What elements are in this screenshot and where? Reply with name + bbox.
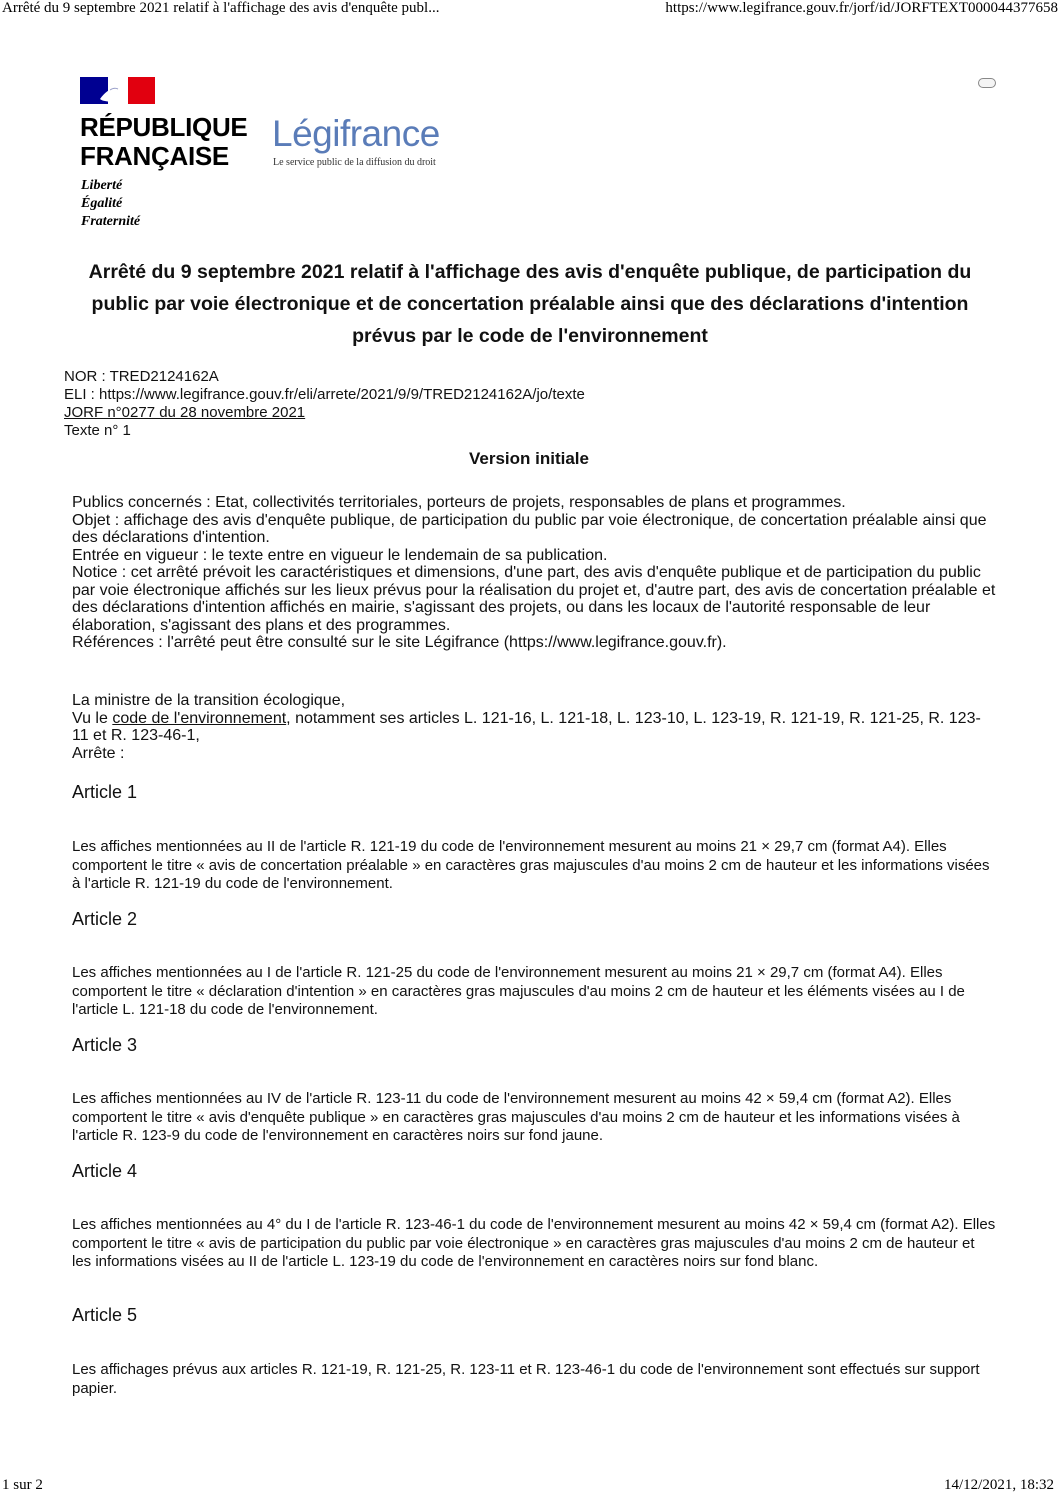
- page-counter: 1 sur 2: [2, 1477, 43, 1493]
- print-header-url: https://www.legifrance.gouv.fr/jorf/id/JORFTEXT000044377658: [665, 0, 1058, 16]
- article-1-heading: Article 1: [72, 782, 138, 802]
- article-2-text: Les affiches mentionnées au I de l'article R. 121-25 du code de l'environnement mesurent au moins 21 × 29,7 cm (format A4). Elles comportent le titre « déclaration d'intention » en caractères gras majuscules d'au moins 2 cm de hauteur et les éléments visées au I de l'article L. 121-18 du code de l'environnement.: [72, 964, 965, 1018]
- arrete-line: Arrête :: [72, 744, 125, 762]
- version-label: Version initiale: [469, 449, 589, 468]
- summary-entree-vigueur: Entrée en vigueur : le texte entre en vigueur le lendemain de sa publication.: [72, 546, 608, 564]
- page-title: Arrêté du 9 septembre 2021 relatif à l'affichage des avis d'enquête publique, de participation du public par voie électronique et de concertation préalable ainsi que des déclarations d'intention prévus par le code de l'environnement: [88, 261, 972, 347]
- summary-publics: Publics concernés : Etat, collectivités territoriales, porteurs de projets, responsables de plans et programmes.: [72, 494, 846, 511]
- preamble: [72, 692, 992, 762]
- summary-notice: [72, 494, 1002, 652]
- code-environnement-link[interactable]: code de l'environnement: [112, 709, 287, 727]
- summary-objet: Objet : affichage des avis d'enquête publique, de participation du public par voie électronique, de concertation préalable ainsi que des déclarations d'intention.: [72, 511, 987, 546]
- article-2-heading: Article 2: [72, 909, 138, 929]
- motto: Liberté Égalité Fraternité: [81, 178, 141, 229]
- legifrance-wordmark: Légifrance: [272, 113, 440, 154]
- article-3-heading: Article 3: [72, 1035, 138, 1055]
- summary-references: Références : l'arrêté peut être consulté sur le site Légifrance (https://www.legifrance.gouv.fr).: [72, 634, 727, 651]
- vu-line: Vu le code de l'environnement, notamment ses articles L. 121-16, L. 121-18, L. 123-10, L. 123-19, R. 121-19, R. 121-25, R. 123-11 et R. 123-46-1,: [72, 709, 981, 744]
- marianne-flag-icon: [80, 77, 155, 104]
- print-header-title: Arrêté du 9 septembre 2021 relatif à l'affichage des avis d'enquête publ...: [2, 0, 440, 16]
- nor-reference: NOR : TRED2124162A: [64, 368, 219, 385]
- print-timestamp: 14/12/2021, 18:32: [943, 1477, 1054, 1493]
- jorf-link[interactable]: JORF n°0277 du 28 novembre 2021: [64, 404, 306, 421]
- summary-notice-text: Notice : cet arrêté prévoit les caractéristiques et dimensions, d'une part, des avis d'enquête publique et de participation du public par voie électronique affichés sur les lieux prévus pour la réalisation du projet et, d'autre part, des avis de concertation préalable et des déclarations d'intention affichés en mairie, s'agissant des projets, ou dans les locaux de l'autorité responsable de leur élaboration, s'agissant des plans et des programmes.: [72, 564, 996, 634]
- article-3-text: Les affiches mentionnées au IV de l'article R. 123-11 du code de l'environnement mesurent au moins 42 × 59,4 cm (format A2). Elles comportent le titre « avis d'enquête publique » en caractères gras majuscules d'au moins 2 cm de hauteur et les informations visées à l'article R. 123-9 du code de l'environnement en caractères noirs sur fond jaune.: [72, 1090, 960, 1144]
- menu-toggle-button[interactable]: [978, 78, 996, 88]
- document-metadata: [64, 368, 585, 440]
- eli-reference: ELI : https://www.legifrance.gouv.fr/eli/arrete/2021/9/9/TRED2124162A/jo/texte: [64, 386, 585, 403]
- texte-number: Texte n° 1: [64, 422, 131, 439]
- article-4-text: Les affiches mentionnées au 4° du I de l'article R. 123-46-1 du code de l'environnement mesurent au moins 42 × 59,4 cm (format A2). Elles comportent le titre « avis de participation du public par voie électronique » en caractères gras majuscules d'au moins 2 cm de hauteur et les informations visées au II de l'article L. 123-19 du code de l'environnement en caractères noirs sur fond blanc.: [72, 1216, 996, 1270]
- article-5-text: Les affichages prévus aux articles R. 121-19, R. 121-25, R. 123-11 et R. 123-46-1 du code de l'environnement sont effectués sur support papier.: [72, 1361, 980, 1397]
- print-header: [0, 0, 1058, 20]
- article-1-text: Les affiches mentionnées au II de l'article R. 121-19 du code de l'environnement mesurent au moins 21 × 29,7 cm (format A4). Elles comportent le titre « avis de concertation préalable » en caractères gras majuscules d'au moins 2 cm de hauteur et les informations visées à l'article R. 121-19 du code de l'environnement.: [72, 838, 990, 892]
- print-footer: [0, 1477, 1058, 1497]
- article-4-heading: Article 4: [72, 1161, 138, 1181]
- legifrance-tagline: Le service public de la diffusion du droit: [273, 157, 436, 168]
- republique-francaise-wordmark: RÉPUBLIQUE FRANÇAISE: [80, 112, 248, 171]
- republique-francaise-legifrance-logo[interactable]: [80, 77, 500, 237]
- minister-line: La ministre de la transition écologique,: [72, 692, 346, 709]
- article-5-heading: Article 5: [72, 1305, 138, 1325]
